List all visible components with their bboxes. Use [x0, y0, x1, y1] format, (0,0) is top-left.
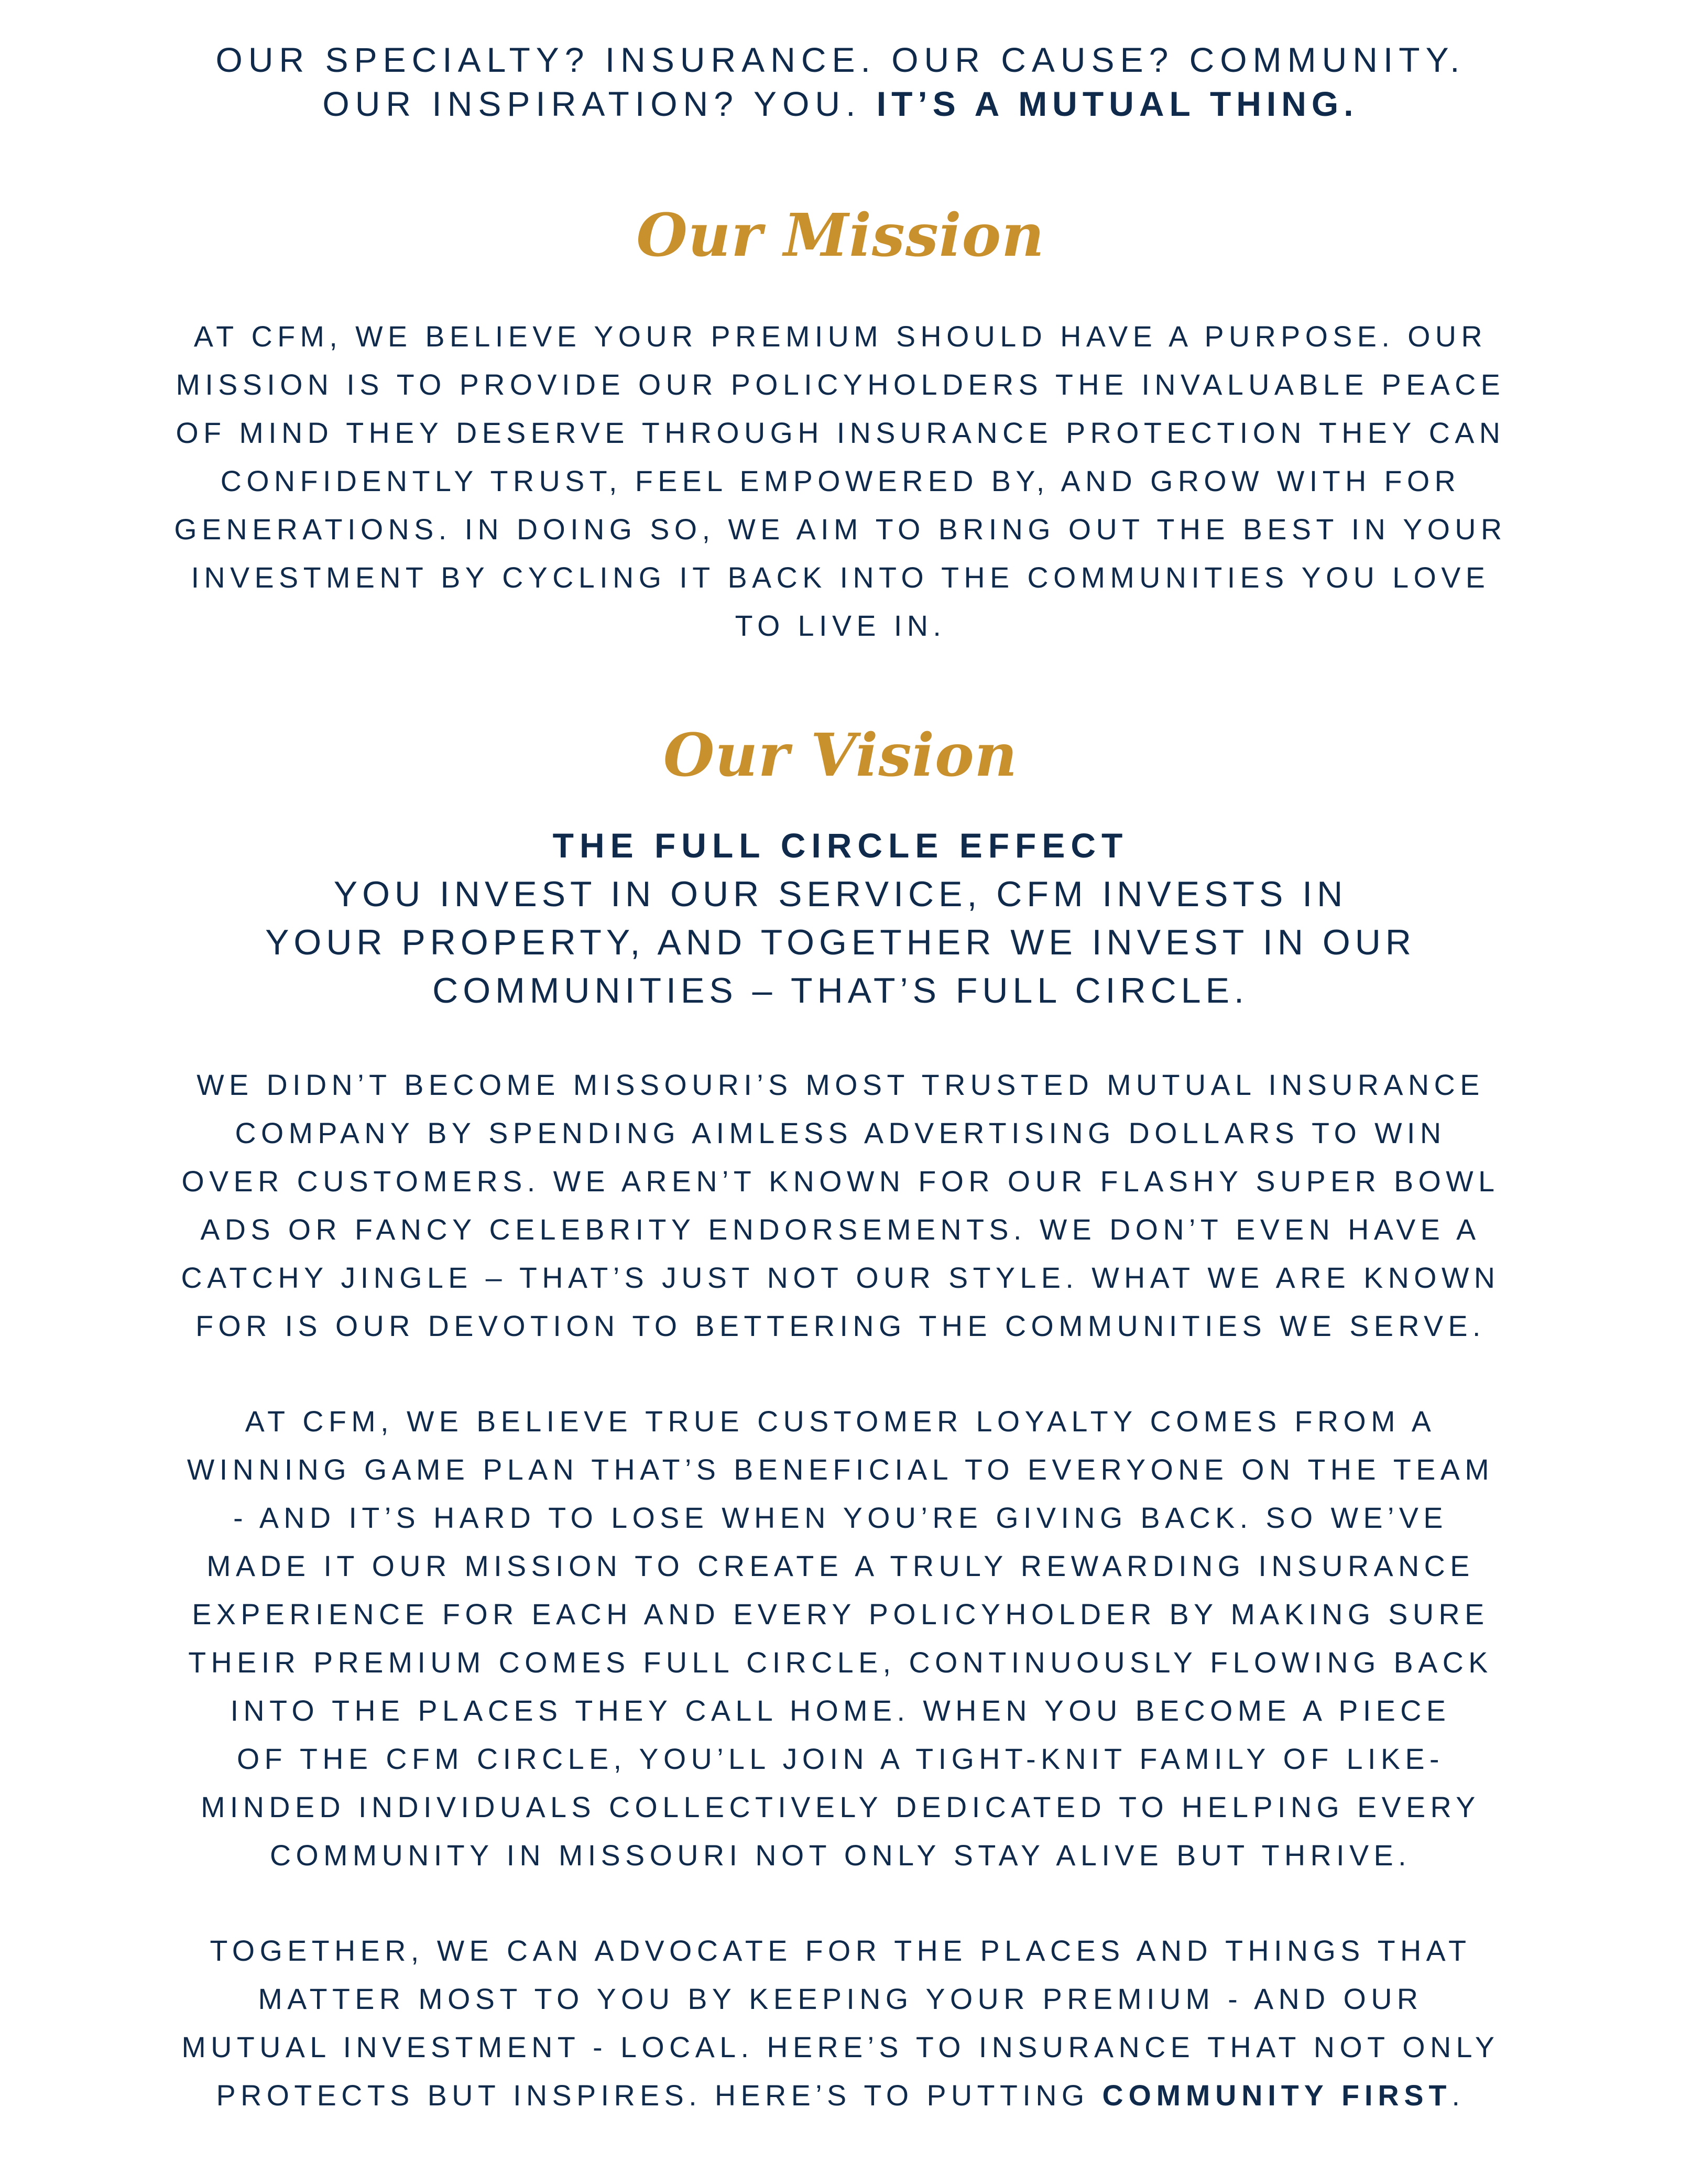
statement-line: YOUR PROPERTY, AND TOGETHER WE INVEST IN OUR	[265, 922, 1416, 962]
full-circle-effect-title: THE FULL CIRCLE EFFECT	[552, 826, 1129, 865]
intro-line-1: OUR SPECIALTY? INSURANCE. OUR CAUSE? COMMUNITY.	[215, 40, 1466, 79]
paragraph-line: WE DIDN’T BECOME MISSOURI’S MOST TRUSTED MUTUAL INSURANCE	[197, 1069, 1484, 1101]
paragraph-line: CATCHY JINGLE – THAT’S JUST NOT OUR STYLE. WHAT WE ARE KNOWN	[181, 1262, 1500, 1294]
mutual-thing-emphasis: IT’S A MUTUAL THING.	[876, 84, 1359, 123]
vision-paragraph-2	[136, 1397, 1545, 1879]
mission-line: CONFIDENTLY TRUST, FEEL EMPOWERED BY, AND GROW WITH FOR	[220, 465, 1461, 497]
paragraph-line: FOR IS OUR DEVOTION TO BETTERING THE COMMUNITIES WE SERVE.	[195, 1310, 1486, 1342]
mission-heading: Our Mission	[636, 201, 1045, 270]
mission-line: INVESTMENT BY CYCLING IT BACK INTO THE COMMUNITIES YOU LOVE	[191, 561, 1490, 594]
mission-line: OF MIND THEY DESERVE THROUGH INSURANCE PROTECTION THEY CAN	[176, 417, 1505, 449]
paragraph-line: ADS OR FANCY CELEBRITY ENDORSEMENTS. WE DON’T EVEN HAVE A	[200, 1213, 1481, 1246]
paragraph-line: MATTER MOST TO YOU BY KEEPING YOUR PREMIUM - AND OUR	[258, 1983, 1423, 2015]
intro-line-2-prefix: OUR INSPIRATION? YOU.	[322, 84, 861, 123]
paragraph-line: MINDED INDIVIDUALS COLLECTIVELY DEDICATED TO HELPING EVERY	[201, 1791, 1480, 1823]
vision-heading: Our Vision	[663, 721, 1018, 790]
statement-line: YOU INVEST IN OUR SERVICE, CFM INVESTS IN	[333, 874, 1348, 914]
full-circle-statement	[136, 870, 1545, 1015]
paragraph-line: COMMUNITY IN MISSOURI NOT ONLY STAY ALIVE BUT THRIVE.	[269, 1839, 1412, 1872]
final-line-prefix: PROTECTS BUT INSPIRES. HERE’S TO PUTTING	[216, 2079, 1089, 2112]
paragraph-line: OF THE CFM CIRCLE, YOU’LL JOIN A TIGHT-KNIT FAMILY OF LIKE-	[237, 1743, 1444, 1775]
paragraph-line: - AND IT’S HARD TO LOSE WHEN YOU’RE GIVING BACK. SO WE’VE	[233, 1502, 1448, 1534]
paragraph-line: COMPANY BY SPENDING AIMLESS ADVERTISING DOLLARS TO WIN	[235, 1117, 1446, 1149]
paragraph-line: EXPERIENCE FOR EACH AND EVERY POLICYHOLDER BY MAKING SURE	[192, 1598, 1489, 1631]
mission-line: MISSION IS TO PROVIDE OUR POLICYHOLDERS THE INVALUABLE PEACE	[176, 368, 1505, 401]
community-first-emphasis: COMMUNITY FIRST	[1102, 2079, 1452, 2112]
mission-paragraph	[136, 312, 1545, 650]
paragraph-line: MADE IT OUR MISSION TO CREATE A TRULY REWARDING INSURANCE	[206, 1550, 1475, 1582]
paragraph-line: THEIR PREMIUM COMES FULL CIRCLE, CONTINUOUSLY FLOWING BACK	[188, 1646, 1493, 1679]
final-line-suffix: .	[1451, 2079, 1465, 2112]
mission-line: TO LIVE IN.	[735, 610, 946, 642]
intro-line-2	[136, 82, 1545, 126]
paragraph-line: MUTUAL INVESTMENT - LOCAL. HERE’S TO INSURANCE THAT NOT ONLY	[181, 2031, 1500, 2063]
paragraph-line: INTO THE PLACES THEY CALL HOME. WHEN YOU BECOME A PIECE	[230, 1694, 1451, 1727]
mission-line: GENERATIONS. IN DOING SO, WE AIM TO BRING OUT THE BEST IN YOUR	[174, 513, 1507, 546]
vision-paragraph-3	[136, 1927, 1545, 2120]
paragraph-line: WINNING GAME PLAN THAT’S BENEFICIAL TO EVERYONE ON THE TEAM	[187, 1453, 1494, 1486]
intro-tagline	[136, 38, 1545, 126]
paragraph-line: OVER CUSTOMERS. WE AREN’T KNOWN FOR OUR FLASHY SUPER BOWL	[181, 1165, 1500, 1198]
paragraph-final-line	[136, 2071, 1545, 2120]
statement-line: COMMUNITIES – THAT’S FULL CIRCLE.	[432, 971, 1249, 1010]
paragraph-line: TOGETHER, WE CAN ADVOCATE FOR THE PLACES AND THINGS THAT	[210, 1935, 1471, 1967]
vision-paragraph-1	[136, 1061, 1545, 1350]
mission-line: AT CFM, WE BELIEVE YOUR PREMIUM SHOULD HAVE A PURPOSE. OUR	[193, 320, 1488, 353]
paragraph-line: AT CFM, WE BELIEVE TRUE CUSTOMER LOYALTY COMES FROM A	[245, 1405, 1436, 1438]
